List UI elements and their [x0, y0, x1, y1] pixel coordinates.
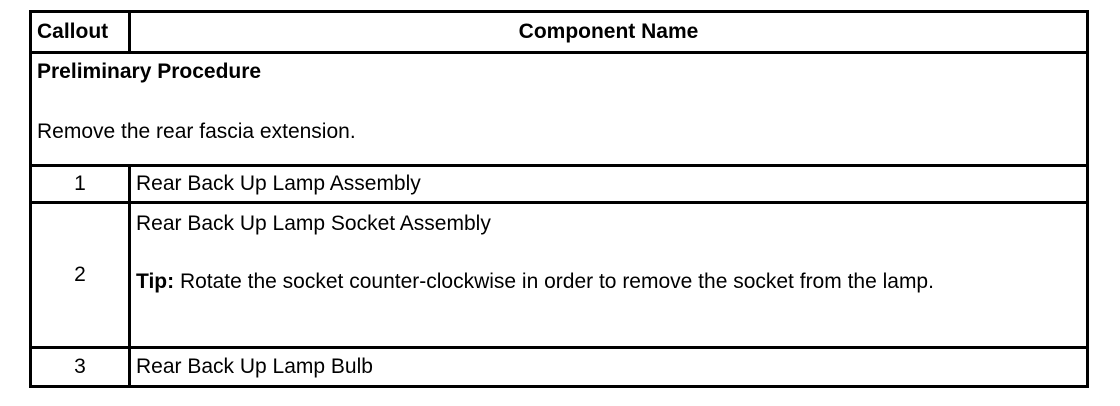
component-table — [29, 10, 1089, 388]
preliminary-procedure-title: Preliminary Procedure — [37, 60, 262, 83]
table-row — [31, 203, 1088, 348]
component-name-cell — [130, 203, 1088, 348]
preliminary-procedure-step: Remove the rear fascia extension. — [37, 120, 356, 143]
callout-table — [29, 10, 1089, 388]
tip-label: Tip: — [136, 270, 175, 293]
preliminary-procedure-cell — [31, 53, 1088, 166]
callout-column-header: Callout — [31, 12, 130, 53]
component-name: Rear Back Up Lamp Socket Assembly — [136, 212, 491, 235]
table-row — [31, 166, 1088, 203]
callout-number: 3 — [31, 348, 130, 387]
callout-number: 2 — [31, 203, 130, 348]
tip-note — [136, 270, 1086, 294]
component-name-column-header: Component Name — [130, 12, 1088, 53]
component-name: Rear Back Up Lamp Bulb — [130, 348, 1088, 387]
component-name: Rear Back Up Lamp Assembly — [130, 166, 1088, 203]
table-row — [31, 348, 1088, 387]
preliminary-procedure-row — [31, 53, 1088, 166]
table-header-row — [31, 12, 1088, 53]
callout-number: 1 — [31, 166, 130, 203]
tip-text: Rotate the socket counter-clockwise in order to remove the socket from the lamp. — [174, 270, 934, 293]
